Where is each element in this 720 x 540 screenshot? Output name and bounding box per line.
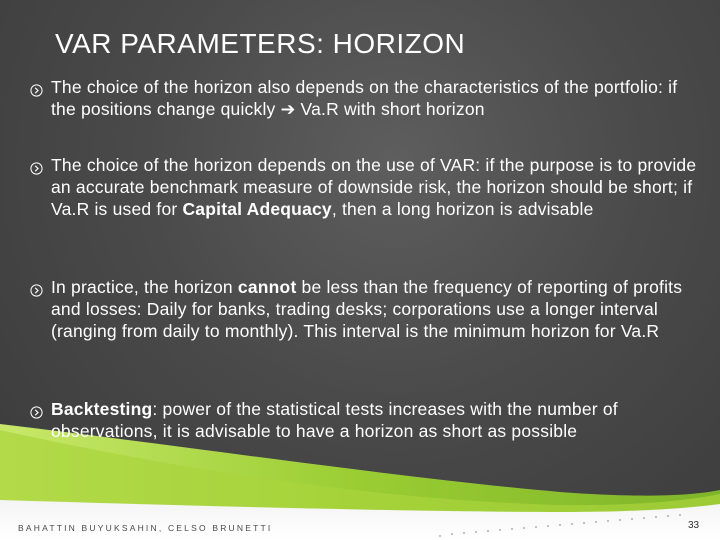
bullet-text-bold: cannot <box>237 277 297 297</box>
bullet-text-run: The choice of the horizon depends on the use of VAR: if the purpose is to provide an accurate benchmark measure of downside risk, the horizon should be short; if Va.R is used for <box>51 155 697 219</box>
circled-arrow-icon <box>30 280 43 293</box>
page-number: 33 <box>688 520 700 531</box>
bullet-text-run: : power of the statistical tests increases with the number of observations, it is advisable to have a horizon as short as possible <box>51 399 618 441</box>
bullet-text-bold: Capital Adequacy <box>182 199 332 219</box>
bullet-text-bold: Backtesting <box>51 399 153 419</box>
bullet-text <box>51 76 701 120</box>
bullet-text-run: Va.R with short horizon <box>295 99 485 119</box>
circled-arrow-icon <box>30 158 43 171</box>
bullet-text <box>51 398 701 442</box>
circled-arrow-icon <box>30 80 43 93</box>
footer-authors: BAHATTIN BUYUKSAHIN, CELSO BRUNETTI <box>18 523 273 533</box>
bullet-text-run: be less than the frequency of reporting of profits and losses: Daily for banks, trading desks; corporations use a longer interval (ranging from daily to monthly). This interval is the minimum horizon for Va.R <box>51 277 683 341</box>
bullet-text-run: In practice, the horizon <box>51 277 238 297</box>
bullet-text-run: , then a long horizon is advisable <box>331 199 594 219</box>
arrow-icon: ➔ <box>280 99 296 119</box>
slide-title: VAR PARAMETERS: HORIZON <box>55 28 466 59</box>
bullet-text <box>51 276 701 342</box>
bullet-text-run: The choice of the horizon also depends on the characteristics of the portfolio: if the positions change quickly <box>51 77 678 119</box>
bullet-text <box>51 154 701 220</box>
circled-arrow-icon <box>30 402 43 415</box>
